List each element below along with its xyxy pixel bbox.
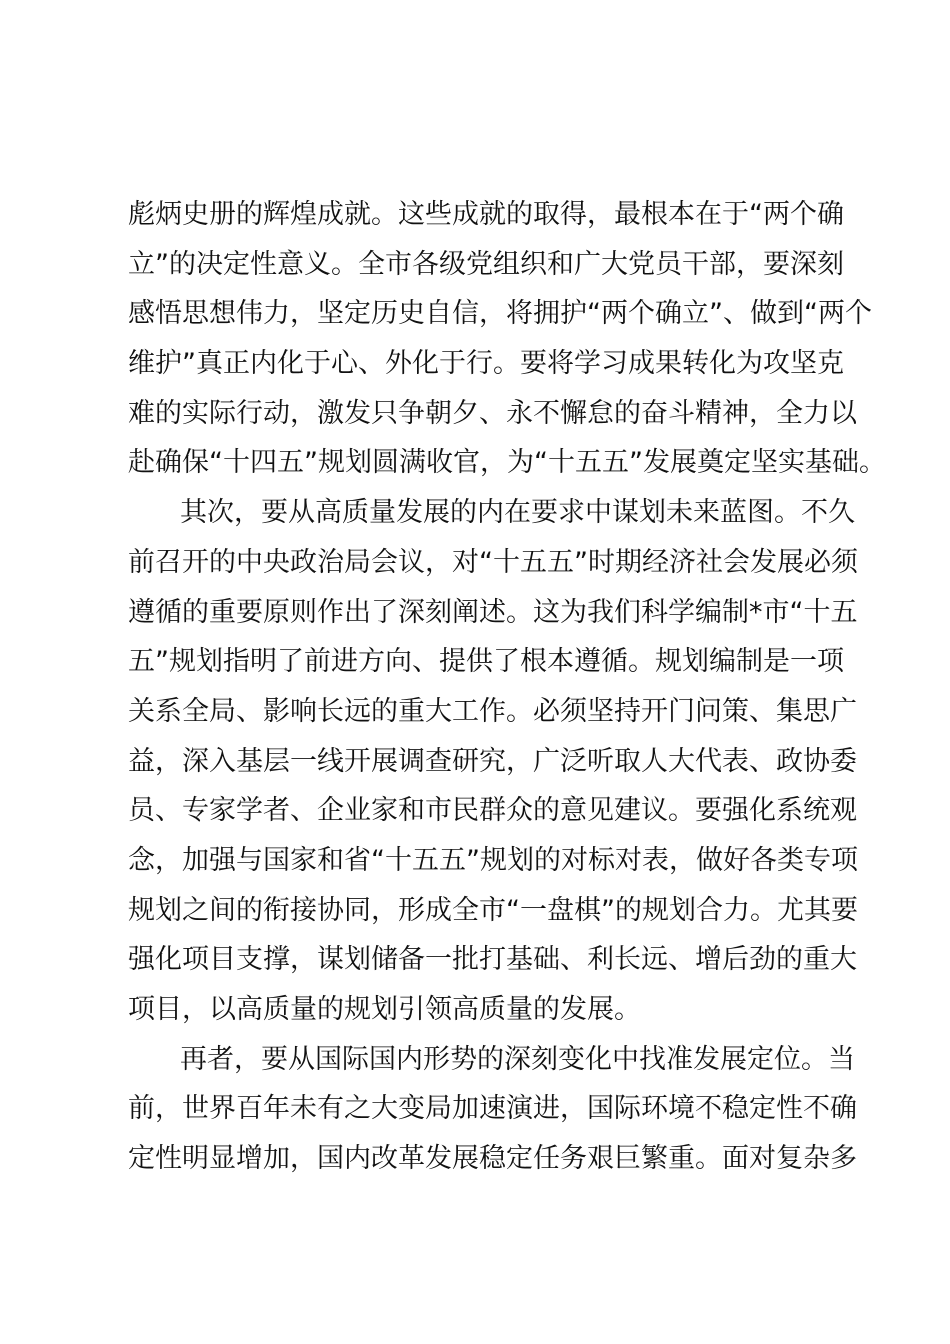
body-text: [128, 190, 886, 1184]
text-line: 彪炳史册的辉煌成就。这些成就的取得，最根本在于“两个确: [128, 199, 844, 230]
text-line: 其次，要从高质量发展的内在要求中谋划未来蓝图。不久: [180, 497, 855, 529]
text-line: 前，世界百年未有之大变局加速演进，国际环境不稳定性不确: [128, 1093, 857, 1125]
text-line: 难的实际行动，激发只争朝夕、永不懈怠的奋斗精神，全力以: [128, 397, 857, 429]
text-line: 员、专家学者、企业家和市民群众的意见建议。要强化系统观: [128, 795, 857, 827]
text-line: 维护”真正内化于心、外化于行。要将学习成果转化为攻坚克: [128, 348, 844, 380]
text-line: 再者，要从国际国内形势的深刻变化中找准发展定位。当: [180, 1043, 855, 1075]
text-line: 立”的决定性意义。全市各级党组织和广大党员干部，要深刻: [128, 248, 844, 280]
text-line: 感悟思想伟力，坚定历史自信，将拥护“两个确立”、做到“两个: [128, 298, 872, 330]
text-line: 项目，以高质量的规划引领高质量的发展。: [128, 994, 641, 1025]
text-line: 赴确保“十四五”规划圆满收官，为“十五五”发展奠定坚实基础。: [128, 447, 886, 479]
text-line: 念，加强与国家和省“十五五”规划的对标对表，做好各类专项: [128, 844, 858, 876]
text-line: 五”规划指明了前进方向、提供了根本遵循。规划编制是一项: [128, 646, 844, 678]
text-line: 强化项目支撑，谋划储备一批打基础、利长远、增后劲的重大: [128, 944, 857, 976]
text-line: 益，深入基层一线开展调查研究，广泛听取人大代表、政协委: [128, 745, 857, 777]
text-line: 定性明显增加，国内改革发展稳定任务艰巨繁重。面对复杂多: [128, 1143, 857, 1175]
text-line: 规划之间的衔接协同，形成全市“一盘棋”的规划合力。尤其要: [128, 894, 858, 926]
text-line: 关系全局、影响长远的重大工作。必须坚持开门问策、集思广: [128, 695, 857, 727]
text-line: 前召开的中央政治局会议，对“十五五”时期经济社会发展必须: [128, 546, 858, 578]
text-line: 遵循的重要原则作出了深刻阐述。这为我们科学编制*市“十五: [128, 596, 858, 628]
